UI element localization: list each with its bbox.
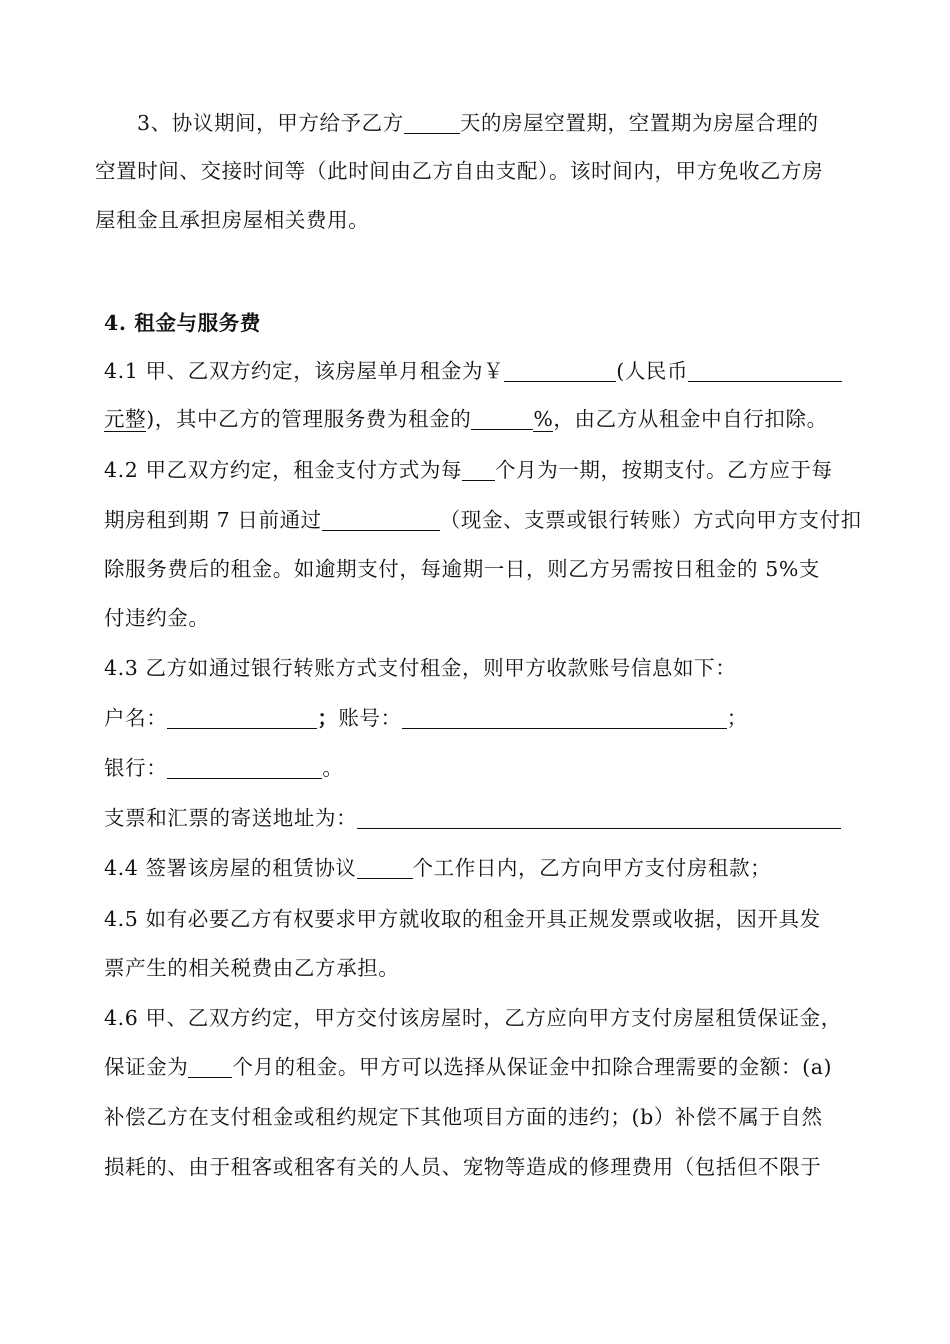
clause-3-line-2: 空置时间、交接时间等（此时间由乙方自由支配）。该时间内，甲方免收乙方房 xyxy=(95,159,824,183)
clause-4-2-line-4: 付违约金。 xyxy=(104,606,210,630)
clause-3-line-3: 屋租金且承担房屋相关费用。 xyxy=(95,208,370,232)
account-number-blank[interactable] xyxy=(402,708,727,729)
monthly-rent-blank[interactable] xyxy=(504,361,616,382)
rent-rmb-words-blank[interactable] xyxy=(688,361,842,382)
mailing-address-blank[interactable] xyxy=(357,808,841,829)
deposit-months-blank[interactable] xyxy=(188,1057,232,1078)
clause-4-3-account-line: 户名： ；账号： ； xyxy=(104,706,748,730)
clause-4-2-line-3: 除服务费后的租金。如逾期支付，每逾期一日，则乙方另需按日租金的 5%支 xyxy=(104,557,821,581)
bank-name-blank[interactable] xyxy=(167,758,322,779)
clause-4-3-line-1: 4.3 乙方如通过银行转账方式支付租金，则甲方收款账号信息如下： xyxy=(104,656,737,680)
clause-4-6-line-1: 4.6 甲、乙双方约定，甲方交付该房屋时，乙方应向甲方支付房屋租赁保证金， xyxy=(104,1006,842,1030)
clause-4-1-line-1: 4.1 甲、乙双方约定，该房屋单月租金为￥ (人民币 xyxy=(104,358,842,384)
clause-4-6-line-2: 保证金为 个月的租金。甲方可以选择从保证金中扣除合理需要的金额：(a) xyxy=(104,1055,833,1079)
clause-4-6-line-4: 损耗的、由于租客或租客有关的人员、宠物等造成的修理费用（包括但不限于 xyxy=(104,1155,822,1179)
clause-4-3-address-line: 支票和汇票的寄送地址为： xyxy=(104,805,841,831)
account-name-blank[interactable] xyxy=(167,708,317,729)
clause-4-5-line-2: 票产生的相关税费由乙方承担。 xyxy=(104,956,400,980)
clause-4-3-bank-line: 银行： 。 xyxy=(104,756,344,780)
clause-4-4-line-1: 4.4 签署该房屋的租赁协议 个工作日内，乙方向甲方支付房租款； xyxy=(104,856,772,880)
section-4-heading: 4. 租金与服务费 xyxy=(104,311,261,335)
clause-4-1-line-2: 元整)，其中乙方的管理服务费为租金的 %，由乙方从租金中自行扣除。 xyxy=(104,407,828,431)
service-fee-percent-blank[interactable] xyxy=(471,409,533,430)
clause-4-2-line-2: 期房租到期 7 日前通过 （现金、支票或银行转账）方式向甲方支付扣 xyxy=(104,508,862,532)
payment-method-blank[interactable] xyxy=(322,510,440,531)
clause-3-line-1: 3、协议期间，甲方给予乙方 天的房屋空置期，空置期为房屋合理的 xyxy=(137,111,819,135)
clause-4-2-line-1: 4.2 甲乙双方约定，租金支付方式为每 个月为一期，按期支付。乙方应于每 xyxy=(104,458,833,482)
clause-4-6-line-3: 补偿乙方在支付租金或租约规定下其他项目方面的违约；(b）补偿不属于自然 xyxy=(104,1105,823,1129)
vacancy-days-blank[interactable] xyxy=(404,113,460,134)
payment-workdays-blank[interactable] xyxy=(357,858,413,879)
payment-period-months-blank[interactable] xyxy=(462,460,495,481)
clause-4-5-line-1: 4.5 如有必要乙方有权要求甲方就收取的租金开具正规发票或收据，因开具发 xyxy=(104,907,821,931)
